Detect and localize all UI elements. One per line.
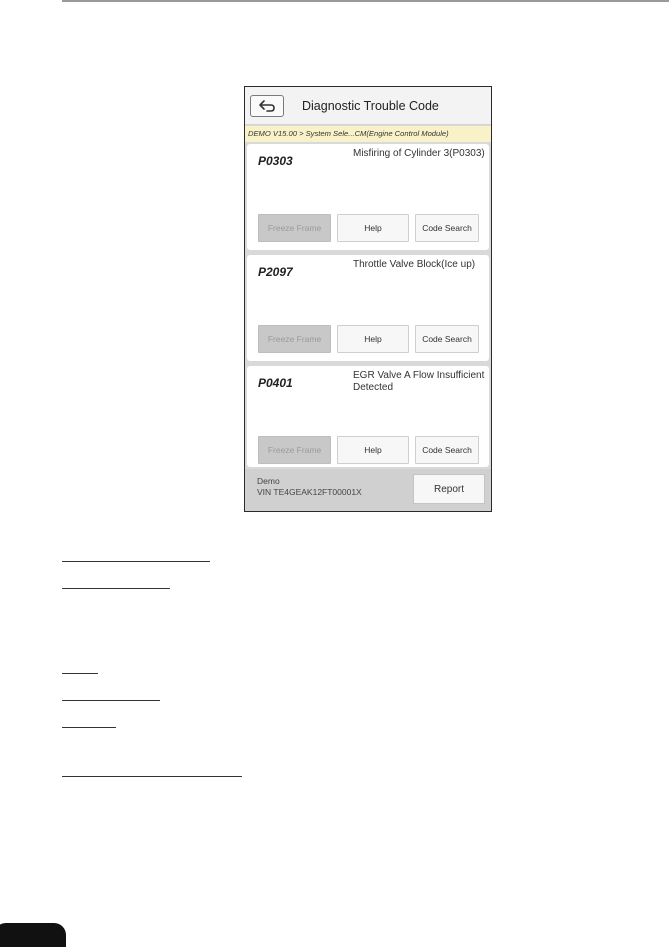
help-button[interactable]: Help (337, 325, 409, 353)
text-rule (62, 727, 116, 728)
page-title: Diagnostic Trouble Code (302, 99, 439, 113)
dtc-description: Throttle Valve Block(Ice up) (353, 259, 476, 270)
dtc-card (247, 366, 489, 467)
footer-bar (245, 469, 491, 511)
back-arrow-icon (257, 99, 277, 113)
help-button[interactable]: Help (337, 214, 409, 242)
freeze-frame-button[interactable]: Freeze Frame (258, 436, 331, 464)
header-bar (245, 87, 491, 125)
dtc-card (247, 255, 489, 361)
breadcrumb: DEMO V15.00 > System Sele...CM(Engine Control Module) (245, 126, 491, 142)
freeze-frame-button[interactable]: Freeze Frame (258, 325, 331, 353)
code-search-button[interactable]: Code Search (415, 325, 479, 353)
dtc-code: P0401 (258, 376, 293, 390)
text-rule (62, 588, 170, 589)
text-rule (62, 561, 210, 562)
dtc-code: P0303 (258, 154, 293, 168)
code-search-button[interactable]: Code Search (415, 214, 479, 242)
device-screenshot (244, 86, 492, 512)
top-rule (62, 0, 669, 2)
report-button[interactable]: Report (413, 474, 485, 504)
dtc-description: EGR Valve A Flow Insufficient Detected (353, 370, 485, 393)
dtc-description: Misfiring of Cylinder 3(P0303) (353, 148, 485, 159)
text-rule (62, 673, 98, 674)
freeze-frame-button[interactable]: Freeze Frame (258, 214, 331, 242)
dtc-code: P2097 (258, 265, 293, 279)
text-rule (62, 700, 160, 701)
back-button[interactable] (250, 95, 284, 117)
dtc-card (247, 144, 489, 250)
page-number-tab (0, 923, 66, 947)
mode-label: Demo (257, 476, 280, 486)
code-search-button[interactable]: Code Search (415, 436, 479, 464)
help-button[interactable]: Help (337, 436, 409, 464)
text-rule (62, 776, 242, 777)
vin-label: VIN TE4GEAK12FT00001X (257, 487, 362, 497)
